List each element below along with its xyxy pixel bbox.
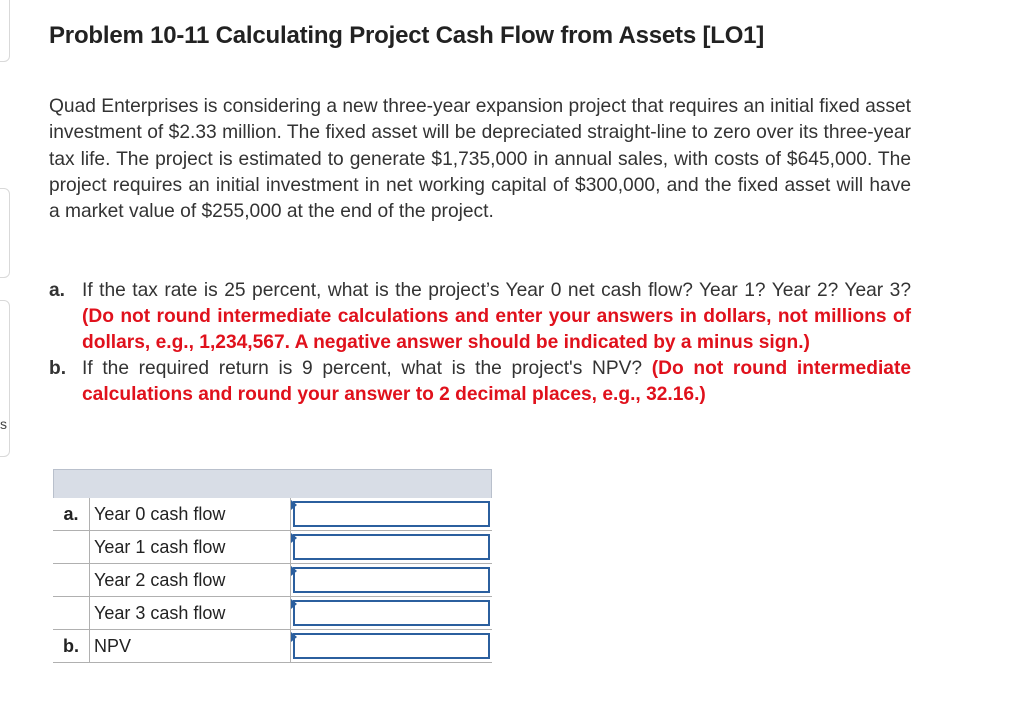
- input-marker-icon: [291, 500, 297, 510]
- question-a: [49, 278, 911, 356]
- row-label: Year 1 cash flow: [90, 531, 291, 564]
- question-letter: b.: [49, 358, 67, 379]
- answer-cell: [291, 498, 493, 531]
- question-instruction: (Do not round intermediate calculations and enter your answers in dollars, not millions of dollars, e.g., 1,234,567. A negative answer should be indicated by a minus sign.): [82, 306, 911, 353]
- answer-table-header: [53, 469, 492, 498]
- row-letter: [53, 531, 90, 564]
- question-text: If the required return is 9 percent, what is the project's NPV?: [82, 358, 652, 379]
- row-label: Year 2 cash flow: [90, 564, 291, 597]
- answer-cell: [291, 564, 493, 597]
- answer-cell: [291, 597, 493, 630]
- question-letter: a.: [49, 280, 66, 301]
- year-2-cash-flow-input[interactable]: [293, 567, 490, 593]
- side-panel-edge: [0, 188, 10, 278]
- problem-title: Problem 10-11 Calculating Project Cash Flow from Assets [LO1]: [49, 22, 765, 49]
- question-text: If the tax rate is 25 percent, what is the project’s Year 0 net cash flow? Year 1? Year 2? Year 3?: [82, 280, 911, 301]
- question-body: [82, 278, 911, 356]
- questions: [49, 278, 911, 408]
- year-1-cash-flow-input[interactable]: [293, 534, 490, 560]
- row-label: Year 0 cash flow: [90, 498, 291, 531]
- side-panel-edge: [0, 0, 10, 62]
- row-letter: b.: [53, 630, 90, 663]
- input-marker-icon: [291, 599, 297, 609]
- row-letter: [53, 564, 90, 597]
- answer-grid: [53, 498, 492, 663]
- problem-statement: Quad Enterprises is considering a new three-year expansion project that requires an initial fixed asset investment of $2.33 million. The fixed asset will be depreciated straight-line to zero over its three-year tax life. The project is estimated to generate $1,735,000 in annual sales, with costs of $645,000. The project requires an initial investment in net working capital of $300,000, and the fixed asset will have a market value of $255,000 at the end of the project.: [49, 96, 911, 223]
- row-letter: a.: [53, 498, 90, 531]
- row-label: NPV: [90, 630, 291, 663]
- row-label: Year 3 cash flow: [90, 597, 291, 630]
- input-marker-icon: [291, 533, 297, 543]
- answer-table: [53, 469, 492, 663]
- side-panel-edge: [0, 300, 10, 457]
- table-row: [53, 564, 492, 597]
- answer-cell: [291, 531, 493, 564]
- year-0-cash-flow-input[interactable]: [293, 501, 490, 527]
- answer-cell: [291, 630, 493, 663]
- row-letter: [53, 597, 90, 630]
- question-instruction: (Do not round intermediate calculations and round your answer to 2 decimal places, e.g., 32.16.): [82, 358, 912, 405]
- npv-input[interactable]: [293, 633, 490, 659]
- table-row: [53, 597, 492, 630]
- year-3-cash-flow-input[interactable]: [293, 600, 490, 626]
- table-row: [53, 498, 492, 531]
- question-body: [82, 356, 911, 408]
- table-row: [53, 531, 492, 564]
- input-marker-icon: [291, 566, 297, 576]
- input-marker-icon: [291, 632, 297, 642]
- side-panel-glyph: s: [0, 416, 7, 432]
- question-b: [49, 356, 911, 408]
- table-row: [53, 630, 492, 663]
